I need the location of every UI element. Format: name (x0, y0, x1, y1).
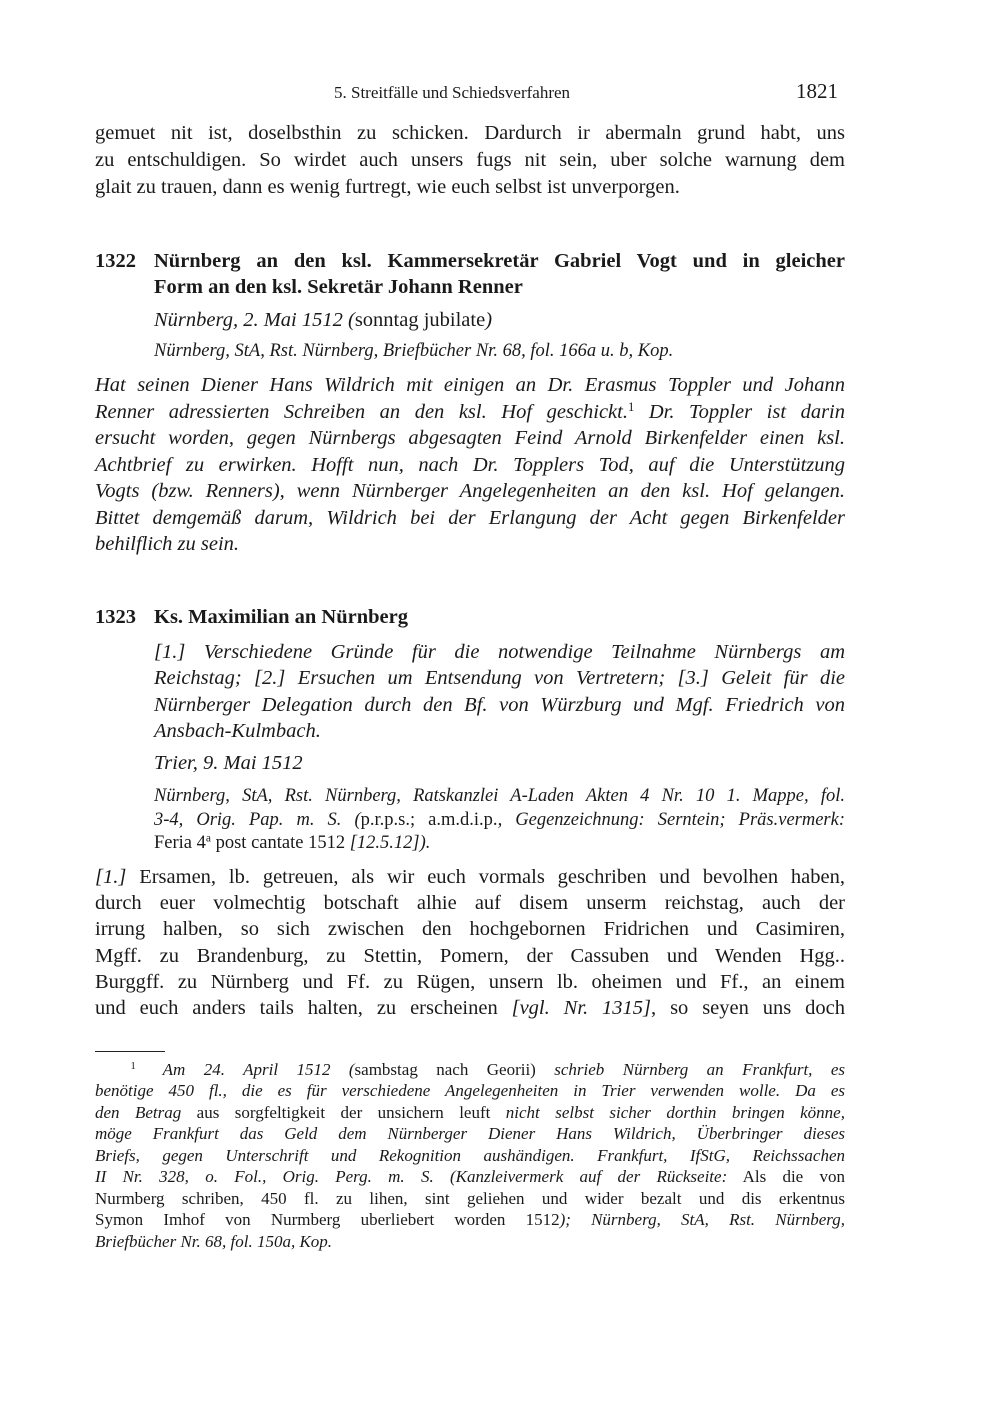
footnote-line (95, 1209, 845, 1230)
intro-line (95, 147, 845, 173)
e1322-title-line (154, 248, 845, 274)
e1322-summary-line (95, 399, 845, 425)
e1323-source-line (154, 808, 845, 832)
e1323-summary-line (154, 692, 845, 718)
e1323-text-line (95, 943, 845, 969)
text-run: benötige 450 fl., die es für verschiedene Angelegenheiten in Trier verwenden wolle. Da es (95, 1081, 845, 1100)
text-run: [12.5.12]). (349, 833, 431, 853)
text-run: gemuet nit ist, doselbsthin zu schicken. Dardurch ir abermaln grund habt, uns (95, 122, 845, 144)
e1323-text-line (95, 890, 845, 916)
text-run: Bittet demgemäß darum, Wildrich bei der Erlangung der Acht gegen Birkenfelder (95, 506, 845, 529)
text-run: irrung halben, so sich zwischen den hochgebornen Fridrichen und Casimiren, (95, 918, 845, 941)
footnote-line (95, 1231, 845, 1252)
e1323-text-line (95, 969, 845, 995)
text-run: , Gegenzeichnung: Serntein; Präs.vermerk: (497, 809, 845, 830)
text-run: sambstag nach Georii) (354, 1059, 536, 1079)
e1323-source-line (154, 831, 845, 855)
text-run: Briefbücher Nr. 68, fol. 150a, Kop. (95, 1231, 333, 1251)
text-run (95, 1060, 130, 1079)
text-run: sonntag jubilate (354, 309, 486, 331)
text-run: ersucht worden, gegen Nürnbergs abgesagten Feind Arnold Birkenfelder einen ksl. (95, 427, 845, 449)
footnote-line (95, 1123, 845, 1144)
footnote-divider (95, 1051, 165, 1052)
e1322-summary-line (95, 531, 845, 557)
e1323-text-line (95, 995, 845, 1021)
text-run: möge Frankfurt das Geld dem Nürnberger Diener Hans Wildrich, Überbringer dieses (95, 1124, 845, 1143)
text-run: Symon Imhof von Nurmberg uberliebert worden 1512 (95, 1210, 560, 1229)
page-number: 1821 (796, 79, 838, 103)
text-run: Trier, 9. Mai 1512 (154, 752, 303, 774)
e1322-summary-line (95, 452, 845, 478)
text-run: [vgl. Nr. 1315] (511, 997, 652, 1019)
text-run: Ks. Maximilian an Nürnberg (154, 606, 408, 628)
text-run: II Nr. 328, o. Fol., Orig. Perg. m. S. (Kanzleivermerk auf der Rückseite: (95, 1167, 728, 1186)
text-run: Burggff. zu Nürnberg und Ff. zu Rügen, unsern lb. oheimen und Ff., an einem (95, 970, 845, 993)
text-run: Nürnberg, StA, Rst. Nürnberg, Briefbücher Nr. 68, fol. 166a u. b, Kop. (154, 341, 674, 361)
text-run: nicht selbst sicher dorthin bringen könne, (505, 1102, 845, 1122)
text-run: Ersamen, lb. getreuen, als wir euch vormals geschriben und bevolhen haben, (126, 866, 845, 888)
e1322-summary-line (95, 478, 845, 504)
text-run: zu entschuldigen. So wirdet auch unsers fugs nit sein, uber solche warnung dem (95, 149, 845, 171)
intro-line (95, 174, 845, 200)
superscript: 1 (130, 1060, 136, 1072)
superscript: 1 (627, 399, 635, 414)
text-run: [1.] (95, 866, 127, 888)
e1323-source-line (154, 784, 845, 808)
text-run: Als die von (727, 1167, 845, 1186)
text-run: Ansbach-Kulmbach. (154, 719, 321, 742)
text-run: ); Nürnberg, StA, Rst. Nürnberg, (559, 1210, 845, 1229)
text-run: Nürnberg, 2. Mai 1512 ( (154, 309, 355, 331)
footnote-line (95, 1059, 845, 1080)
intro-line (95, 120, 845, 146)
text-run (136, 1060, 163, 1079)
text-run: Hat seinen Diener Hans Wildrich mit einigen an Dr. Erasmus Toppler und Johann (95, 374, 845, 396)
text-run: 3-4, Orig. Pap. m. S. ( (154, 809, 361, 830)
e1322-date-line (154, 307, 845, 333)
footnote-line (95, 1080, 845, 1101)
text-run: den Betrag (95, 1102, 182, 1122)
e1323-date-line (154, 750, 845, 776)
text-run: Form an den ksl. Sekretär Johann Renner (154, 276, 523, 298)
e1323-text-line (95, 916, 845, 942)
entry-number-1323: 1323 (95, 606, 136, 628)
text-run: Nürnberg, StA, Rst. Nürnberg, Ratskanzlei A-Laden Akten 4 Nr. 10 1. Mappe, fol. (154, 786, 845, 806)
e1322-title-line (154, 274, 845, 300)
text-run: Nürnberger Delegation durch den Bf. von Würzburg und Mgf. Friedrich von (154, 693, 845, 716)
text-run: Nurmberg schriben, 450 fl. zu lihen, sint geliehen und wider bezalt und dis erkentnus (95, 1188, 845, 1208)
text-run: Briefs, gegen Unterschrift und Rekognition aushändigen. Frankfurt, IfStG, Reichssachen (95, 1145, 845, 1165)
text-run: Am 24. April 1512 ( (162, 1059, 355, 1079)
text-run: Dr. Toppler ist darin (634, 400, 845, 423)
entry-number-1322: 1322 (95, 250, 136, 272)
text-run: behilflich zu sein. (95, 533, 240, 555)
text-run: aus sorgfeltigkeit der unsichern leuft (181, 1102, 506, 1122)
text-run: Renner adressierten Schreiben an den ksl. Hof geschickt. (95, 400, 628, 423)
text-run: glait zu trauen, dann es wenig furtregt, wie euch selbst ist unverporgen. (95, 176, 680, 198)
text-run: und euch anders tails halten, zu erscheinen (95, 997, 512, 1019)
e1323-summary-line (154, 639, 845, 665)
footnote-line (95, 1102, 845, 1123)
text-run: Mgff. zu Brandenburg, zu Stettin, Pomern, der Cassuben und Wenden Hgg.. (95, 944, 845, 967)
text-run: p.r.p.s.; a.m.d.i.p. (360, 809, 498, 830)
text-run: Feria 4 (154, 833, 206, 853)
text-run: ) (485, 309, 493, 331)
e1323-summary-line (154, 718, 845, 744)
footnote-line (95, 1145, 845, 1166)
text-run: durch euer volmechtig botschaft alhie auf disem unserm reichstag, auch der (95, 892, 845, 915)
e1323-title-line (154, 604, 845, 630)
footnote-line (95, 1166, 845, 1187)
text-run: Nürnberg an den ksl. Kammersekretär Gabriel Vogt und in gleicher (154, 250, 845, 272)
text-run: Vogts (bzw. Renners), wenn Nürnberger Angelegenheiten an den ksl. Hof gelangen. (95, 480, 845, 502)
e1322-summary-line (95, 372, 845, 398)
text-run: Achtbrief zu erwirken. Hofft nun, nach Dr. Topplers Tod, auf die Unterstützung (95, 453, 845, 476)
running-title: 5. Streitfälle und Schiedsverfahren (334, 83, 571, 102)
footnote-line (95, 1188, 845, 1209)
superscript: a (205, 832, 211, 845)
e1322-summary-line (95, 505, 845, 531)
e1323-text-line (95, 864, 845, 890)
e1322-source-line (154, 339, 845, 363)
e1323-summary-line (154, 665, 845, 691)
text-run: schrieb Nürnberg an Frankfurt, es (535, 1059, 846, 1079)
e1322-summary-line (95, 425, 845, 451)
text-run: [1.] Verschiedene Gründe für die notwendige Teilnahme Nürnbergs am (154, 641, 845, 663)
text-run: post cantate 1512 (210, 833, 350, 853)
text-run: Reichstag; [2.] Ersuchen um Entsendung von Vertretern; [3.] Geleit für die (154, 667, 845, 690)
text-run: , so seyen uns doch (651, 997, 845, 1019)
